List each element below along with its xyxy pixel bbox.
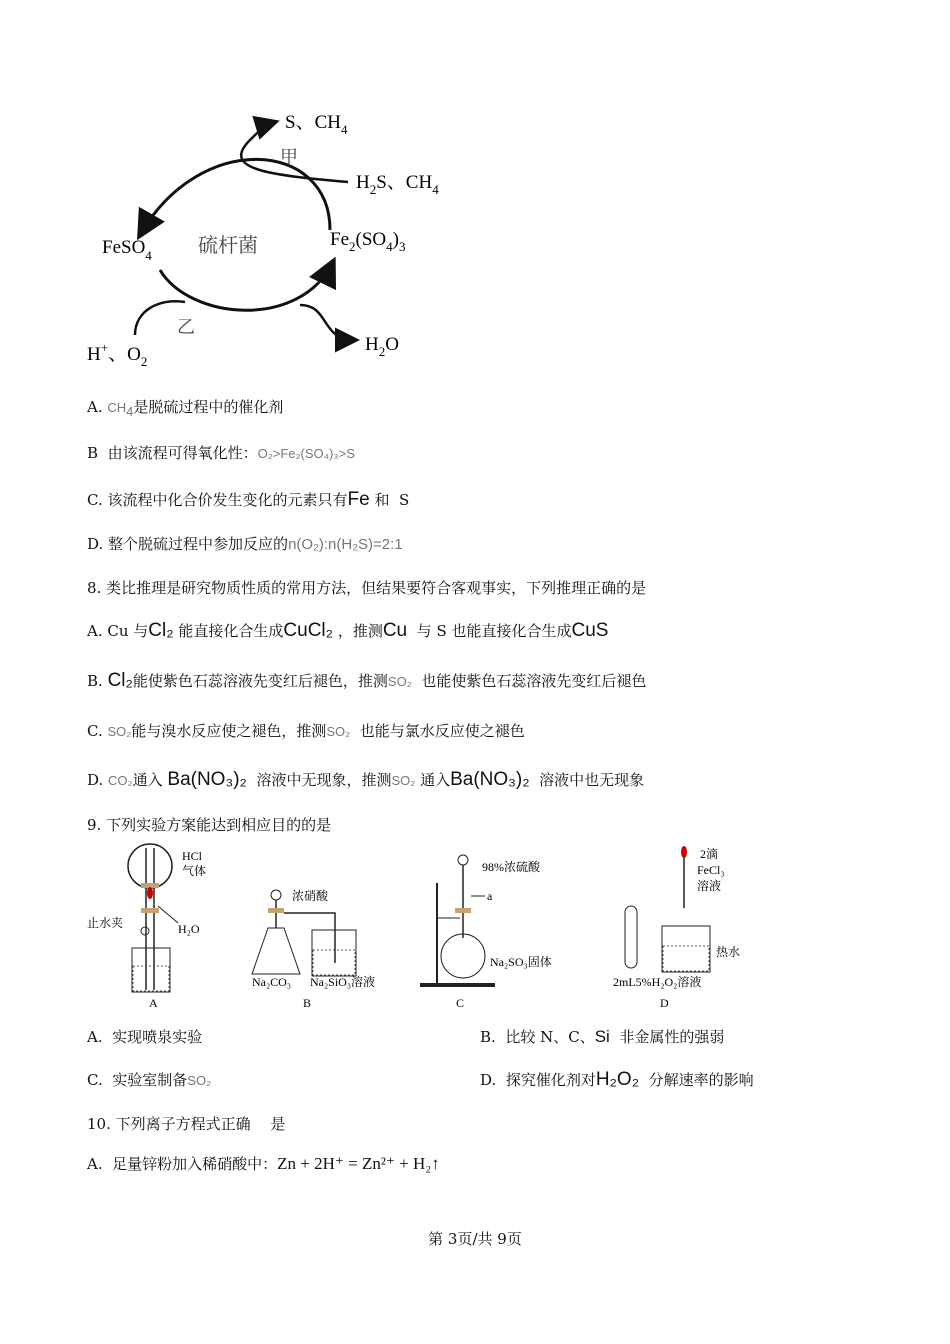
svg-text:Na₂CO₃: Na₂CO₃ bbox=[252, 975, 292, 989]
q8-option-b: B. Cl₂能使紫色石蕊溶液先变红后褪色，推测SO₂ 也能使紫色石蕊溶液先变红后褪色 bbox=[87, 670, 647, 691]
svg-text:C: C bbox=[456, 996, 465, 1010]
svg-text:A: A bbox=[149, 996, 158, 1010]
desulfurization-cycle-diagram bbox=[0, 0, 950, 390]
svg-text:气体: 气体 bbox=[182, 864, 207, 878]
svg-text:D: D bbox=[660, 996, 669, 1010]
svg-text:Na₂SO₃固体: Na₂SO₃固体 bbox=[490, 955, 552, 969]
svg-text:热水: 热水 bbox=[716, 945, 741, 959]
apparatus-b bbox=[252, 888, 375, 1010]
bottom-arc-arrow bbox=[160, 262, 333, 310]
svg-text:a: a bbox=[487, 889, 493, 903]
yi-label: 乙 bbox=[177, 317, 195, 337]
svg-text:HCl: HCl bbox=[182, 849, 203, 863]
q7-option-a: A. $CH_4$是脱硫过程中的催化剂 bbox=[87, 398, 284, 419]
svg-text:止水夹: 止水夹 bbox=[87, 916, 124, 930]
center-label: 硫杆菌 bbox=[198, 235, 258, 257]
svg-text:2mL5%H₂O₂溶液: 2mL5%H₂O₂溶液 bbox=[613, 975, 702, 989]
q9-stem: 9. 下列实验方案能达到相应目的的是 bbox=[87, 816, 332, 834]
q8-stem: 8. 类比推理是研究物质性质的常用方法，但结果要符合客观事实，下列推理正确的是 bbox=[87, 579, 647, 597]
left-species: FeSO$_4$ bbox=[102, 237, 152, 263]
apparatus-c bbox=[420, 855, 552, 1010]
svg-text:FeCl₃: FeCl₃ bbox=[697, 863, 725, 877]
q10-option-a: A. 足量锌粉加入稀硝酸中：Zn + 2H⁺ = Zn²⁺ + H₂↑ bbox=[87, 1154, 440, 1173]
q7-option-b: B 由该流程可得氧化性：O₂>Fe₂(SO₄)₃>S bbox=[87, 444, 355, 462]
q9-option-b: B. 比较 N、C、Si 非金属性的强弱 bbox=[480, 1027, 725, 1046]
svg-text:98%浓硫酸: 98%浓硫酸 bbox=[482, 860, 540, 874]
q7-option-d: D. 整个脱硫过程中参加反应的n(O₂):n(H₂S)=2:1 bbox=[87, 535, 403, 553]
svg-text:溶液: 溶液 bbox=[697, 879, 722, 893]
bottom-input: H+、$O_2$ bbox=[87, 340, 148, 369]
svg-text:Na₂SiO₃溶液: Na₂SiO₃溶液 bbox=[310, 975, 376, 989]
q9-apparatus-figure bbox=[0, 838, 950, 1018]
q8-option-c: C. SO₂能与溴水反应使之褪色，推测SO₂ 也能与氯水反应使之褪色 bbox=[87, 722, 525, 740]
q10-stem: 10. 下列离子方程式正确 是 bbox=[87, 1115, 286, 1133]
q7-option-c: C. 该流程中化合价发生变化的元素只有Fe 和 S bbox=[87, 489, 410, 510]
svg-text:2滴: 2滴 bbox=[700, 847, 719, 861]
top-input: $H_2S$、$CH_4$ bbox=[356, 172, 439, 197]
jia-label: 甲 bbox=[280, 147, 298, 167]
apparatus-a bbox=[87, 844, 206, 1010]
svg-text:浓硝酸: 浓硝酸 bbox=[292, 889, 329, 903]
page-footer: 第 3页/共 9页 bbox=[428, 1230, 522, 1248]
apparatus-d bbox=[613, 846, 740, 1010]
q9-option-a: A. 实现喷泉实验 bbox=[87, 1028, 203, 1046]
q8-option-d: D. CO₂通入 Ba(NO₃)₂ 溶液中无现象，推测SO₂ 通入Ba(NO₃)₂ 溶液中也无现象 bbox=[87, 769, 645, 790]
svg-text:B: B bbox=[303, 996, 312, 1010]
top-product: S、$CH_4$ bbox=[285, 112, 348, 137]
bottom-product: $H_2O$ bbox=[365, 334, 399, 359]
top-arc-arrow bbox=[140, 159, 330, 235]
q9-option-c: C. 实验室制备SO₂ bbox=[87, 1071, 212, 1089]
svg-text:H₂O: H₂O bbox=[178, 922, 200, 936]
q8-option-a: A. Cu 与Cl₂ 能直接化合生成CuCl₂ ，推测Cu 与 S 也能直接化合生成CuS bbox=[87, 620, 609, 641]
q9-option-d: D. 探究催化剂对H₂O₂ 分解速率的影响 bbox=[480, 1069, 754, 1090]
branch-to-h2o-arrow bbox=[300, 305, 355, 340]
right-species: $Fe_2(SO_4)_3$ bbox=[330, 229, 406, 254]
